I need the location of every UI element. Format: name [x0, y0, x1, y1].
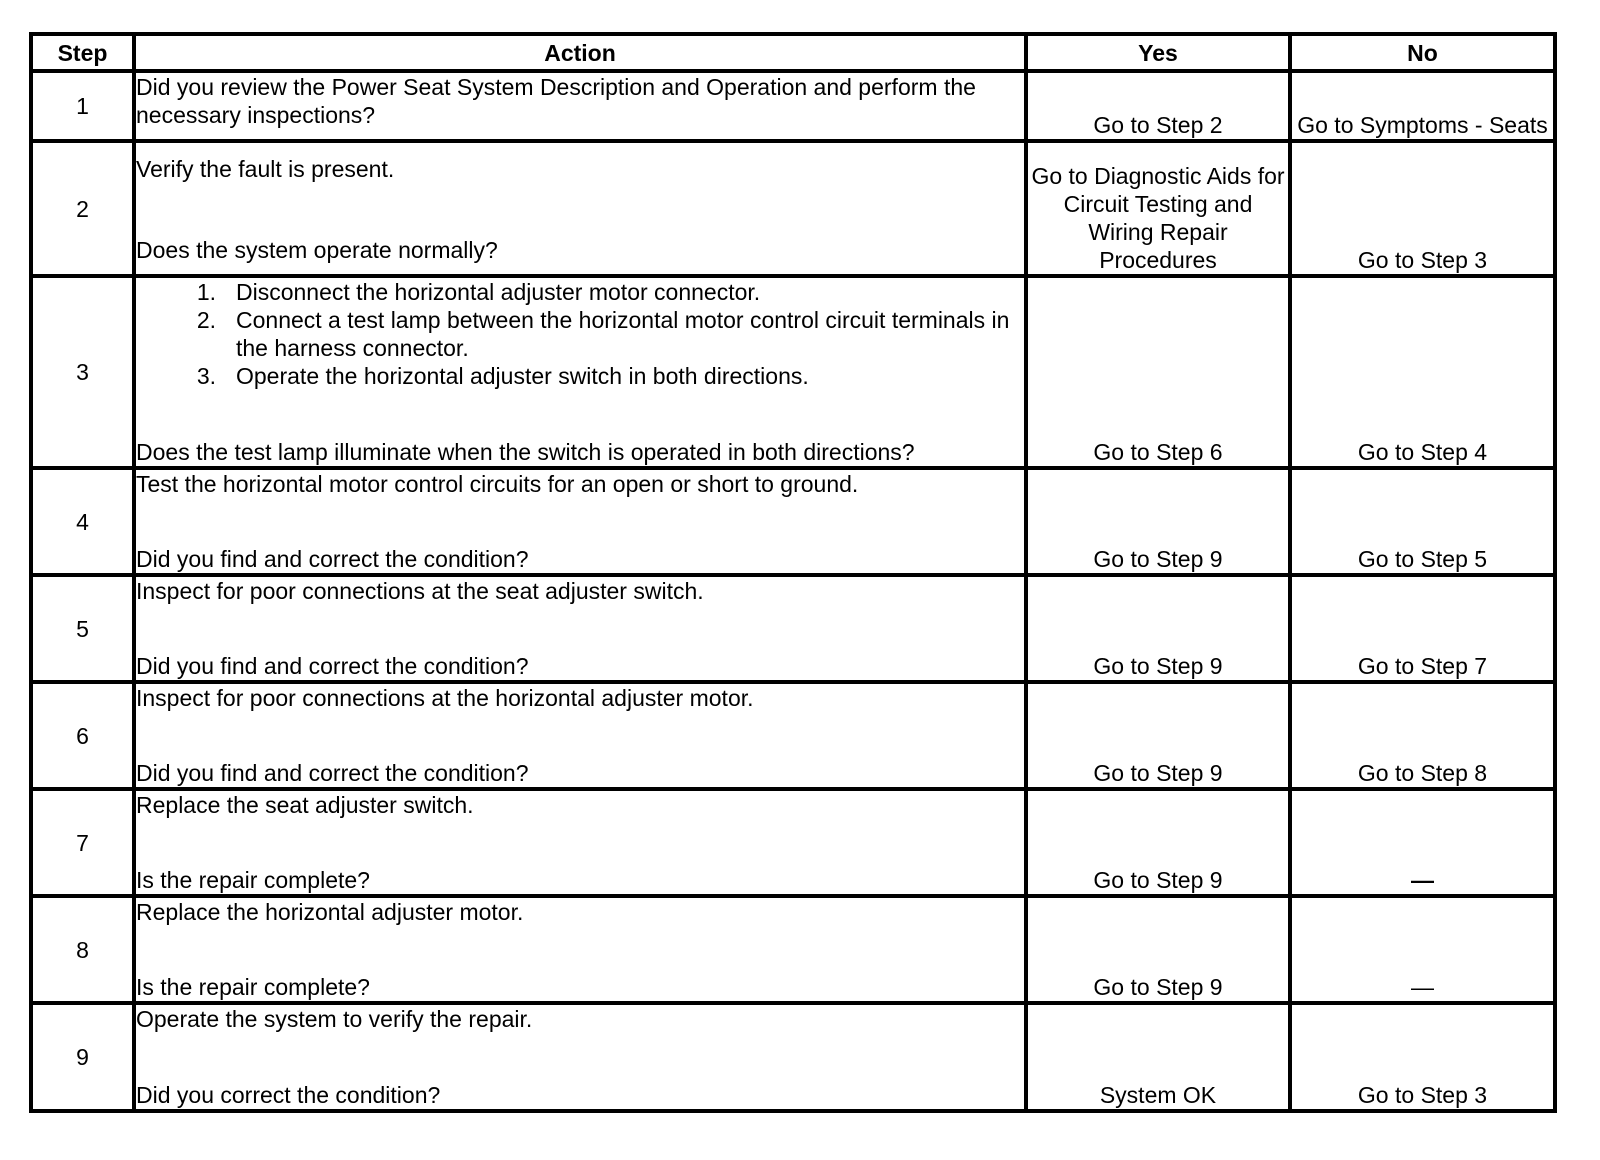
table-row — [31, 575, 1555, 682]
table-row — [31, 682, 1555, 789]
action-cell — [134, 141, 1026, 276]
action-instruction: Did you review the Power Seat System Description and Operation and perform the necessary inspections? — [136, 74, 976, 128]
no-cell: Go to Step 5 — [1290, 468, 1555, 575]
yes-cell: Go to Step 9 — [1026, 896, 1290, 1003]
step-number: 5 — [31, 575, 134, 682]
diagnostic-table — [29, 32, 1557, 1113]
table-row — [31, 789, 1555, 896]
substep-number: 2. — [196, 307, 216, 333]
table-row — [31, 141, 1555, 276]
action-cell — [134, 896, 1026, 1003]
step-number: 8 — [31, 896, 134, 1003]
yes-cell: System OK — [1026, 1003, 1290, 1111]
substep-text: Connect a test lamp between the horizontal motor control circuit terminals in the harness connector. — [236, 307, 1010, 361]
substep-text: Operate the horizontal adjuster switch in both directions. — [236, 363, 809, 389]
no-cell: Go to Step 3 — [1290, 1003, 1555, 1111]
list-item — [136, 306, 1024, 362]
header-action: Action — [134, 34, 1026, 71]
header-row — [31, 34, 1555, 71]
action-cell — [134, 1003, 1026, 1111]
list-item — [136, 362, 1024, 390]
header-step: Step — [31, 34, 134, 71]
action-cell — [134, 468, 1026, 575]
step-number: 7 — [31, 789, 134, 896]
table-row — [31, 71, 1555, 141]
step-number: 2 — [31, 141, 134, 276]
no-cell: Go to Step 3 — [1290, 141, 1555, 276]
action-instruction: Verify the fault is present. — [136, 156, 395, 182]
step-number: 6 — [31, 682, 134, 789]
action-instruction: Test the horizontal motor control circuits for an open or short to ground. — [136, 471, 859, 497]
table-row — [31, 896, 1555, 1003]
action-cell — [134, 276, 1026, 468]
action-instruction: Operate the system to verify the repair. — [136, 1006, 533, 1032]
action-question: Does the system operate normally? — [136, 237, 498, 263]
no-cell: — — [1290, 789, 1555, 896]
step-number: 3 — [31, 276, 134, 468]
action-instruction: Inspect for poor connections at the horizontal adjuster motor. — [136, 685, 754, 711]
no-cell: Go to Symptoms - Seats — [1290, 71, 1555, 141]
yes-cell: Go to Step 2 — [1026, 71, 1290, 141]
header-no: No — [1290, 34, 1555, 71]
substep-number: 1. — [196, 279, 216, 305]
substep-text: Disconnect the horizontal adjuster motor connector. — [236, 279, 761, 305]
no-cell: — — [1290, 896, 1555, 1003]
no-cell: Go to Step 7 — [1290, 575, 1555, 682]
table-row — [31, 1003, 1555, 1111]
action-cell — [134, 789, 1026, 896]
yes-cell: Go to Step 9 — [1026, 575, 1290, 682]
step-number: 9 — [31, 1003, 134, 1111]
action-question: Did you correct the condition? — [136, 1082, 441, 1108]
action-instruction: Inspect for poor connections at the seat adjuster switch. — [136, 578, 704, 604]
no-cell: Go to Step 8 — [1290, 682, 1555, 789]
header-yes: Yes — [1026, 34, 1290, 71]
action-question: Did you find and correct the condition? — [136, 760, 529, 786]
action-cell — [134, 71, 1026, 141]
action-instruction: Replace the horizontal adjuster motor. — [136, 899, 524, 925]
action-question: Does the test lamp illuminate when the switch is operated in both directions? — [136, 439, 915, 465]
action-cell — [134, 575, 1026, 682]
table-row — [31, 468, 1555, 575]
no-cell: Go to Step 4 — [1290, 276, 1555, 468]
yes-cell: Go to Step 6 — [1026, 276, 1290, 468]
substep-list — [136, 278, 1024, 390]
action-question: Did you find and correct the condition? — [136, 546, 529, 572]
action-question: Is the repair complete? — [136, 867, 370, 893]
action-question: Did you find and correct the condition? — [136, 653, 529, 679]
yes-cell: Go to Step 9 — [1026, 789, 1290, 896]
list-item — [136, 278, 1024, 306]
substep-number: 3. — [196, 363, 216, 389]
step-number: 4 — [31, 468, 134, 575]
action-instruction: Replace the seat adjuster switch. — [136, 792, 474, 818]
yes-cell: Go to Step 9 — [1026, 682, 1290, 789]
table-row — [31, 276, 1555, 468]
action-cell — [134, 682, 1026, 789]
step-number: 1 — [31, 71, 134, 141]
yes-cell: Go to Step 9 — [1026, 468, 1290, 575]
action-question: Is the repair complete? — [136, 974, 370, 1000]
yes-cell: Go to Diagnostic Aids for Circuit Testing and Wiring Repair Procedures — [1026, 141, 1290, 276]
